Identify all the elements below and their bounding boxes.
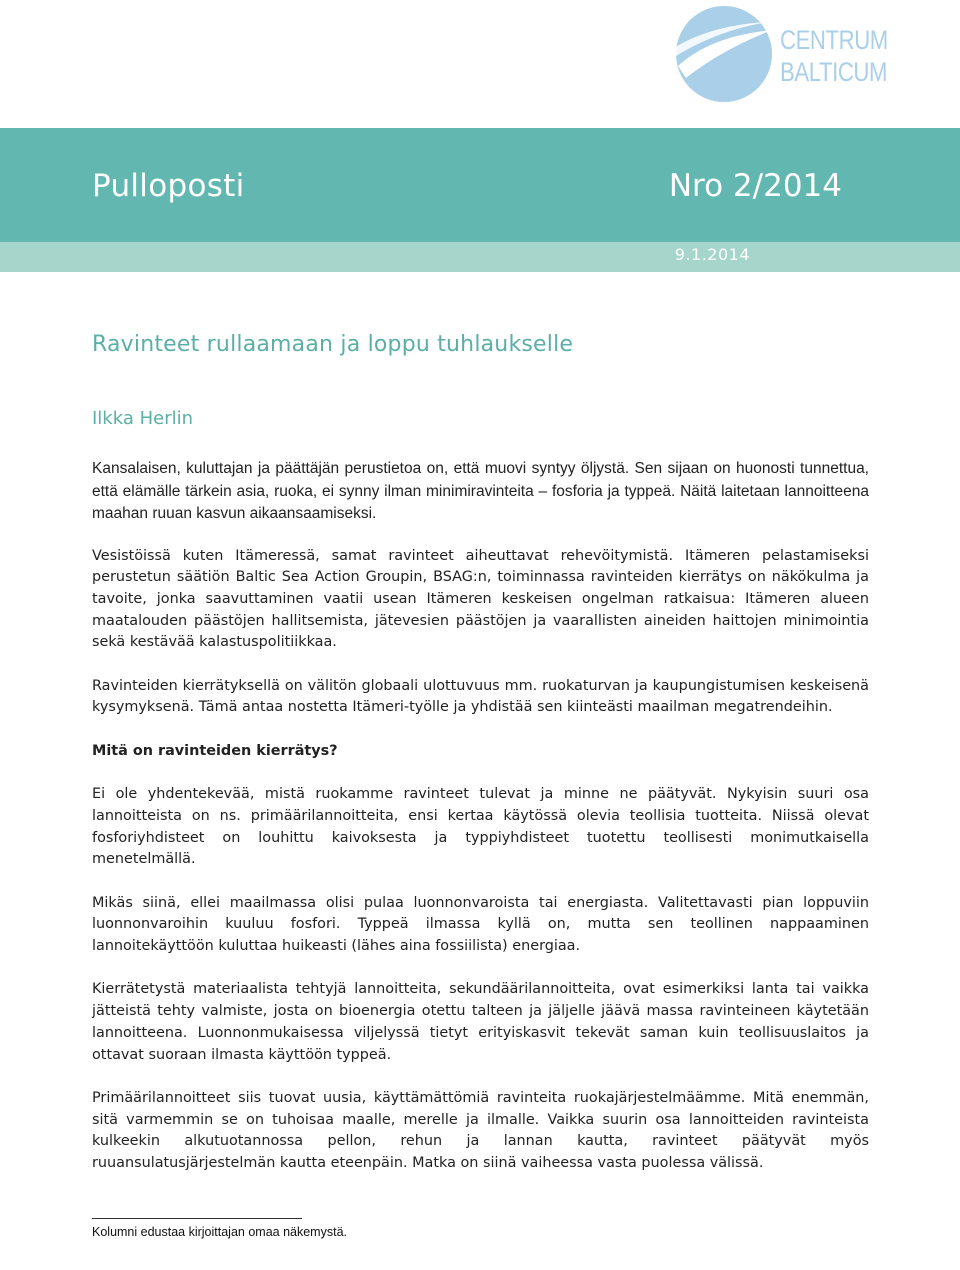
- issue-number: Nro 2/2014: [668, 168, 842, 204]
- article-title: Ravinteet rullaamaan ja loppu tuhlaukselle: [92, 332, 574, 357]
- paragraph-6: Kierrätetystä materiaalista tehtyjä lannoitteita, sekundäärilannoitteita, ovat esimerkiksi lanta tai vaikka jätteistä tehty valmiste, josta on bioenergia otettu talteen ja jäljelle jäävä massa ravinteineen käytetään lannoitteena. Luonnonmukaisessa viljelyssä tietyt erityiskasvit tekevät saman kuin teollisuuslaitos ja ottavat suoraan ilmasta käyttöön typpeä.: [92, 981, 869, 1063]
- logo-text: [780, 24, 888, 88]
- newsletter-title: Pulloposti: [92, 168, 245, 204]
- paragraph-5: Mikäs siinä, ellei maailmassa olisi pulaa luonnonvaroista tai energiasta. Valitettavasti pian loppuviin luonnonvaroihin kuuluu fosfori. Typpeä ilmassa kyllä on, mutta sen teollinen nappaaminen lannoitekäyttöön kuluttaa huikeasti (lähes aina fossiilista) energiaa.: [92, 894, 869, 955]
- paragraph-3: Ravinteiden kierrätyksellä on välitön globaali ulottuvuus mm. ruokaturvan ja kaupungistumisen keskeisenä kysymyksenä. Tämä antaa nostetta Itämeri-työlle ja yhdistää sen kiinteästi maailman megatrendeihin.: [92, 677, 869, 716]
- paragraph-4: Ei ole yhdentekevää, mistä ruokamme ravinteet tulevat ja minne ne päätyvät. Nykyisin suuri osa lannoitteista on ns. primäärilannoitteita, ensi kertaa käytössä olevia teollisia tuotteita. Niissä olevat fosforiyhdisteet on louhittu kaivoksesta ja typpiyhdisteet tuotettu teollisesti monimutkaisella menetelmällä.: [92, 786, 869, 868]
- paragraph-7: Primäärilannoitteet siis tuovat uusia, käyttämättömiä ravinteita ruokajärjestelmäämme. Mitä enemmän, sitä varmemmin se on tuhoisaa maalle, merelle ja ilmalle. Vaikka suurin osa lannoitteiden ravinteista kulkeekin alkutuotannossa pellon, rehun ja lannan kautta, ravinteet päätyvät myös ruuansulatusjärjestelmän kautta eteenpäin. Matka on siinä vaiheessa vasta puolessa välissä.: [92, 1089, 869, 1172]
- logo-line-2: BALTICUM: [780, 57, 888, 87]
- logo-line-1: CENTRUM: [780, 25, 888, 55]
- section-heading: Mitä on ravinteiden kierrätys?: [92, 742, 338, 759]
- logo: [672, 4, 888, 104]
- article-body: [92, 458, 869, 1196]
- date-bar: [0, 242, 960, 272]
- footer-note: Kolumni edustaa kirjoittajan omaa näkemystä.: [92, 1225, 347, 1239]
- issue-date: 9.1.2014: [674, 245, 750, 264]
- paragraph-2: Vesistöissä kuten Itämeressä, samat ravinteet aiheuttavat rehevöitymistä. Itämeren pelastamiseksi perustetun säätiön Baltic Sea Action Groupin, BSAG:n, toiminnassa ravinteiden kierrätys on näkökulma ja tavoite, jonka saavuttaminen vaatii usean Itämeren keskeisen ongelman ratkaisua: Itämeren alueen maatalouden päästöjen hallitsemista, jätevesien päästöjen ja vaarallisten aineiden haittojen minimointia sekä kestävää kalastuspolitiikkaa.: [92, 547, 869, 651]
- footer-divider: [92, 1218, 302, 1219]
- article-author: Ilkka Herlin: [92, 408, 194, 429]
- paragraph-1: Kansalaisen, kuluttajan ja päättäjän perustietoa on, että muovi syntyy öljystä. Sen sijaan on huonosti tunnettua, että elämälle tärkein asia, ruoka, ei synny ilman minimiravinteita – fosforia ja typpeä. Näitä laitetaan lannoitteena maahan ruuan kasvun aikaansaamiseksi.: [92, 460, 869, 522]
- header-banner: [0, 128, 960, 242]
- centrum-balticum-logo-icon: [672, 4, 776, 104]
